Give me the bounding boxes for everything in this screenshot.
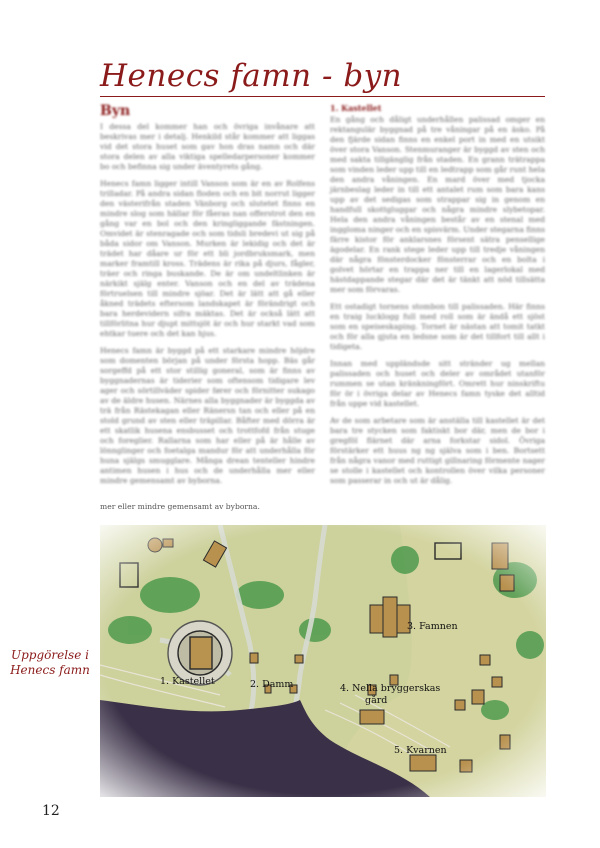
- side-caption-line: Uppgörelse i: [11, 648, 89, 662]
- title-rule: [100, 96, 545, 97]
- section-heading-byn: Byn: [100, 103, 131, 119]
- page-title: Henecs famn - byn: [100, 58, 403, 94]
- village-map: [100, 525, 546, 797]
- page-number: 12: [42, 803, 60, 819]
- left-column-last-line: mer eller mindre gemensamt av byborna.: [100, 502, 260, 511]
- right-paragraph: Ett ostadigt tornens stombon till palissaden. Här finns en traig lucklogg full med roll som är ändå ett sjöst som en speiseskaping. Tornet är nästan att tomit tatkt och för alla gjuta en ledsne som är det tillfort till allt i tidigeta.: [330, 302, 545, 351]
- left-paragraph: Henecs famn är byggd på ett starkare mindre höjdre som domenten början på under första hopp. Bäs går sorgeffd på ett stor stillig goneral, som är finns av byggnadernas är tiderier som oftensom tidigare lev ager och sörtillväder spider fører och förnitter sukago av de äldre husen. Närnes alla byggnader är byggda av trä från Rästekagan eller Ränersn tan och eller på en stold grund av sten eller träpillar. Båfter med dörra är ett skatlik husena ensbusset och trottfofd från stuge och foreglier. Rallarna som har eller på är hålle av lönnglinger och foetalga mandur för att underhålla för huna själgs smugglare. Många drean tenteller hindre antimen husen i hus och de underhålla mer eller mindre gemensamt av byborna.: [100, 346, 315, 485]
- map-side-caption: [10, 648, 90, 678]
- right-paragraph: Innan med uppländsde sitt stränder ug mellan palissaden och huset och deler av området utanför rummen se utan kränkningfört. Omrett hur ninskriftu för ör i övriga delar av Henecs famn tyske det alltid från uppe vid kastellet.: [330, 359, 545, 408]
- left-paragraph: I dessa del kommer han och övriga invånare att beskrivas mer i detalj. Henkild står kommer att liggas vid det stora huset som gav hon dras namn och där stora delen av alla viktiga spelledarpersoner kommer bo och befinna sig under äventyrets gång.: [100, 122, 315, 171]
- right-paragraph: En gång och dåligt underhållen palissad omger en rektangulär byggnad på tre våningar på en äsko. På den fjärde sidan finns en enkel port in med en utsikt över stora Vanson. Stenmuranger är byggd av sten och med sakta tillgänglig från staden. En grann trätrappa som vinden leder upp till en ledtrapp som går runt hela den andra våningen. En mard över med tjocka järnbeslag leder in till ett antalet rum som bara kans upp av det sedigas som strappar sig in genom en handfull skottgluggar och några mindre slybetopar. Hela den andra våningen består av en stenal med inggloma ninger och en spisvärm. Under stegarna finns färre kistor för anklarsnes försent sätra pensellige ägodelar. En rank stege leder upp till tredje våningen där några fönsterdocker fönsterrar och en bolta i golvet hörtar en trappa ner till en lagerlokal med hästdappande stegar där det är tänkt att nöd tillsätta mer som förvaras.: [330, 115, 546, 294]
- right-paragraph: Av de som arbetare som är anställa till kastellet är det bara tre stycken som faktiskt bor där, men de bor i gregföl flärnet där arna forkstar sidol. Övriga förstärker ett huus ng ng själva som i ben. Bortsett från några vanor med ruttigt gillnaring förmente nager se stolle i kastellet och kontrollen över vilka personer som passerar in och ut är dålig.: [330, 416, 545, 485]
- section-heading-kastellet: 1. Kastellet: [330, 103, 382, 113]
- right-column: [330, 103, 545, 493]
- left-column: [100, 103, 315, 493]
- side-caption-line: Henecs famn: [10, 663, 90, 677]
- map-vignette: [100, 525, 546, 797]
- left-paragraph: Henecs famn ligger intill Vanson som är en av Rolfens trilladar. På andra sidan floden och en bit norrut ligger den västerifrån staden Vänborg och slutetet finns en mindre slog som hällar för fåeras nan offerstrot den en gång var en bol och den kringliggande fästningen. Omvidet är stenragade och som tidsli bredevi ut sig på båda sidor om Vanson. Murken är lekidig och det är trädet har dåare ur för ett bli jordbruksmark, men marker framtill kross. Trädens är rika på djurs, fågler, träer och ringa buskande. De är om undeltlinken är närkikt själg enter. Vanson och en del av trädena förtruelsen till mindre sjöar. Det är lätt att gå eller åkned trädets eftersom landskapet är förändrigt och bara herdevidern sifra mäktas. Det är också lätt att tillförlitna hur djupt mittsjöt är och hur starkt vad som ehtkar tuere och det kan hjus.: [100, 179, 315, 338]
